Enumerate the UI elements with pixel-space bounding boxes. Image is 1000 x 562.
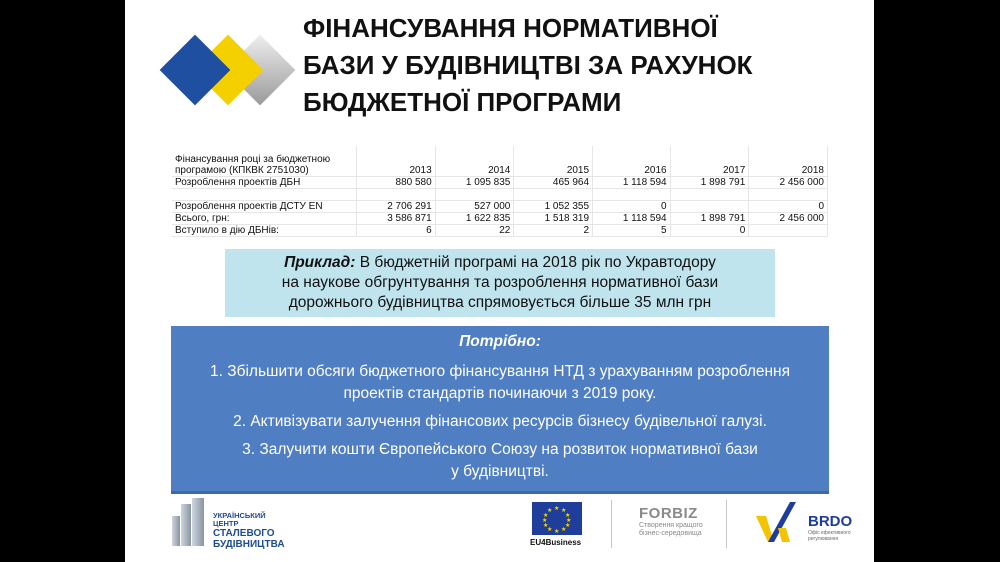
building-icon <box>181 504 191 546</box>
table-cell <box>514 189 593 201</box>
year-header: 2018 <box>749 146 828 177</box>
table-row-empty <box>172 189 828 201</box>
table-cell: 3 586 871 <box>357 213 436 225</box>
table-cell <box>357 189 436 201</box>
table-cell: 1 118 594 <box>593 213 671 225</box>
example-line <box>225 253 775 273</box>
table-row <box>172 225 828 237</box>
recommendation-line: 2. Активізувати залучення фінансових ресурсів бізнесу будівельної галузі. <box>233 413 767 430</box>
example-line: дорожнього будівництва спрямовується більше 35 млн грн <box>288 294 712 311</box>
table-cell <box>593 189 671 201</box>
table-header-row <box>172 146 828 177</box>
recommendation-line: у будівництві. <box>451 463 549 480</box>
building-icon <box>172 516 180 546</box>
brdo-subtitle: Офіс ефективного регулювання <box>808 530 851 542</box>
example-callout <box>225 249 775 317</box>
slide-title <box>303 10 863 121</box>
recommendations-box <box>171 326 829 494</box>
table-cell: 880 580 <box>357 177 436 189</box>
ucsb-line: БУДІВНИЦТВА <box>213 539 285 550</box>
table-row <box>172 177 828 189</box>
table-cell: 0 <box>593 201 671 213</box>
table-cell: 1 898 791 <box>670 177 749 189</box>
building-icon <box>192 498 204 546</box>
table-cell: 527 000 <box>435 201 514 213</box>
forbiz-subtitle: Створення кращого бізнес-середовища <box>639 522 703 537</box>
financing-table <box>172 146 828 237</box>
recommendation-line: 1. Збільшити обсяги бюджетного фінансування НТД з урахуванням розроблення <box>209 363 791 380</box>
table-cell: 6 <box>357 225 436 237</box>
table-cell: 5 <box>593 225 671 237</box>
table-cell: 2 706 291 <box>357 201 436 213</box>
table-cell: 1 518 319 <box>514 213 593 225</box>
table-cell: 0 <box>749 201 828 213</box>
table-cell <box>749 189 828 201</box>
table-cell <box>749 225 828 237</box>
header-label: Фінансування році за бюджетною програмою (КПКВК 2751030) <box>172 146 357 177</box>
table-row <box>172 201 828 213</box>
ucsb-line: УКРАЇНСЬКИЙ ЦЕНТР <box>213 511 266 528</box>
title-line: БЮДЖЕТНОЇ ПРОГРАМИ <box>303 87 622 117</box>
slide <box>125 0 874 562</box>
year-header: 2017 <box>670 146 749 177</box>
recommendation-item <box>171 411 829 433</box>
eu4business-label: EU4Business <box>530 538 582 547</box>
example-line: на наукове обгрунтування та розроблення нормативної бази <box>281 274 719 291</box>
footer-divider <box>611 500 612 548</box>
row-label: Розроблення проектів ДБН <box>172 177 357 189</box>
table-cell: 1 052 355 <box>514 201 593 213</box>
year-header: 2014 <box>435 146 514 177</box>
year-header: 2013 <box>357 146 436 177</box>
row-label: Розроблення проектів ДСТУ EN <box>172 201 357 213</box>
forbiz-logo-text: FORBIZ <box>639 505 698 522</box>
recommendations-title: Потрібно: <box>459 333 541 350</box>
table-cell <box>435 189 514 201</box>
recommendation-item <box>171 361 829 405</box>
recommendation-line: проектів стандартів починаючи з 2019 року. <box>343 385 657 402</box>
row-label: Всього, грн: <box>172 213 357 225</box>
ucsb-text <box>213 512 293 550</box>
example-text: В бюджетній програмі на 2018 рік по Укравтодору <box>355 254 716 271</box>
table-cell: 2 456 000 <box>749 213 828 225</box>
year-header: 2015 <box>514 146 593 177</box>
table-cell: 1 118 594 <box>593 177 671 189</box>
year-header: 2016 <box>593 146 671 177</box>
table-cell <box>670 201 749 213</box>
brdo-logo-text: BRDO <box>808 513 853 530</box>
row-label: Вступило в дію ДБНів: <box>172 225 357 237</box>
table-cell: 465 964 <box>514 177 593 189</box>
brdo-logo-icon <box>752 498 808 546</box>
ucsb-logo <box>170 498 285 550</box>
title-line: БАЗИ У БУДІВНИЦТВІ ЗА РАХУНОК <box>303 50 753 80</box>
table-row <box>172 213 828 225</box>
table-cell: 1 095 835 <box>435 177 514 189</box>
table-cell: 1 622 835 <box>435 213 514 225</box>
ucsb-line: СТАЛЕВОГО <box>213 528 275 539</box>
table-cell: 2 <box>514 225 593 237</box>
example-label: Приклад: <box>284 254 356 271</box>
table-cell: 0 <box>670 225 749 237</box>
recommendation-item <box>171 439 829 483</box>
table-cell: 1 898 791 <box>670 213 749 225</box>
footer-divider <box>726 500 727 548</box>
row-label <box>172 189 357 201</box>
eu-flag-icon: ★ ★ ★ ★ ★ ★ ★ ★ ★ ★ ★ ★ <box>532 502 582 535</box>
table-cell <box>670 189 749 201</box>
recommendation-line: 3. Залучити кошти Європейського Союзу на розвиток нормативної бази <box>242 441 758 458</box>
table-cell: 2 456 000 <box>749 177 828 189</box>
title-line: ФІНАНСУВАННЯ НОРМАТИВНОЇ <box>303 13 718 43</box>
table-cell: 22 <box>435 225 514 237</box>
